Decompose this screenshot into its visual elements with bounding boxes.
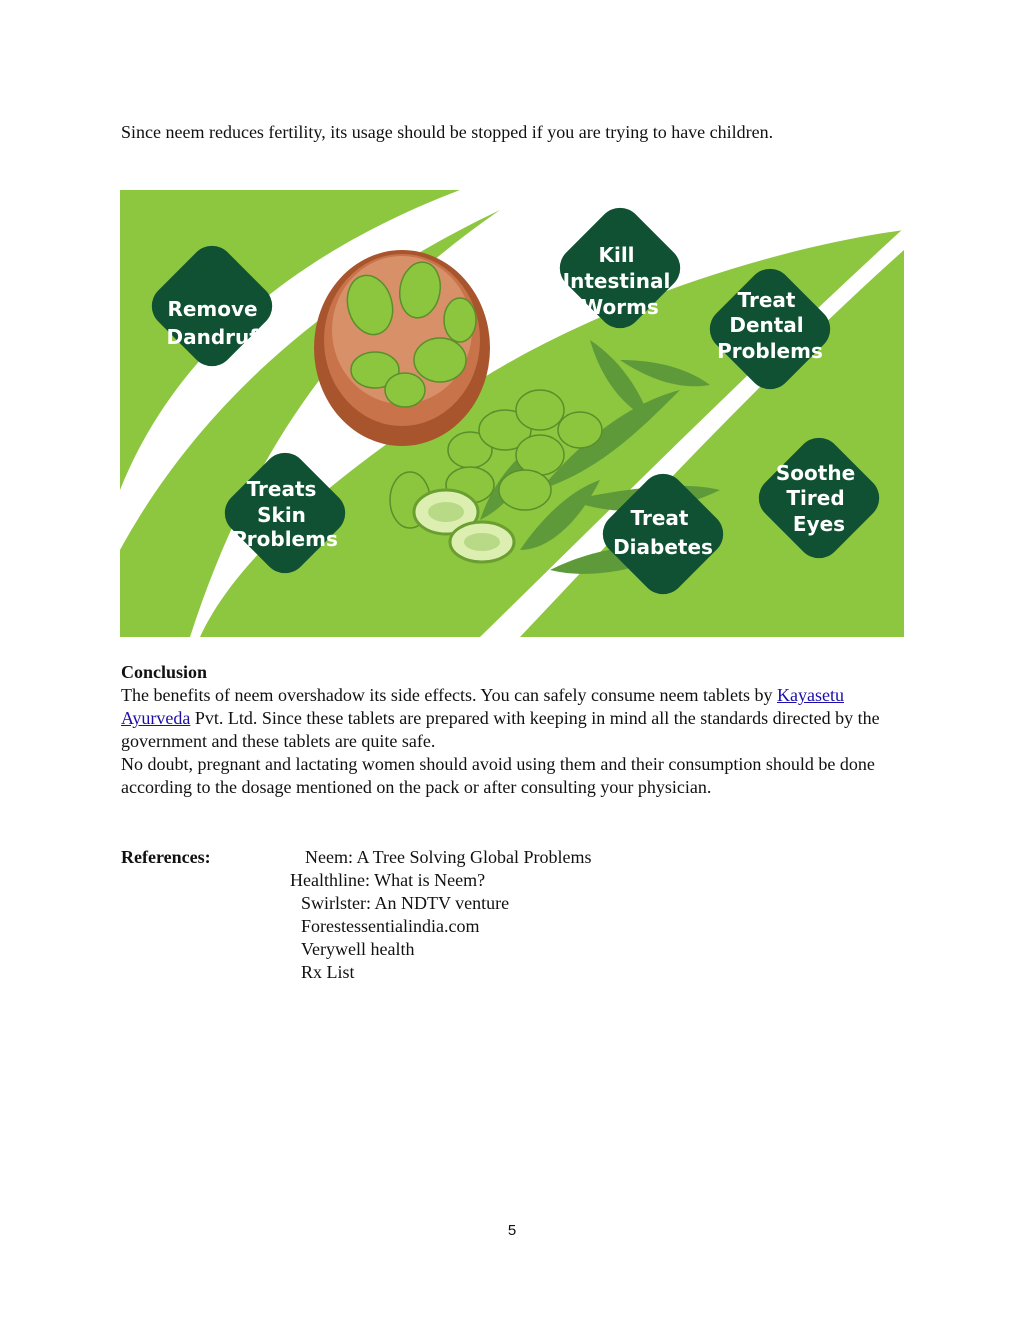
diamond-label: Soothe Tired Eyes: [775, 461, 856, 536]
reference-item: Swirlster: An NDTV venture: [301, 893, 510, 913]
diamond-label: Treat Diabetes: [613, 506, 713, 559]
reference-item: Verywell health: [301, 939, 415, 959]
neem-benefits-illustration: [120, 190, 904, 637]
conclusion-paragraph: [121, 684, 911, 799]
conclusion-text-start: The benefits of neem overshadow its side effects. You can safely consume neem tablets by: [121, 685, 777, 705]
diamond-label: Treat Dental Problems: [717, 288, 823, 363]
diamond-label: Treats Skin Problems: [232, 477, 338, 551]
page-number: 5: [507, 1222, 517, 1239]
reference-item: Neem: A Tree Solving Global Problems: [305, 847, 592, 867]
references-label: References:: [121, 847, 211, 867]
conclusion-heading: Conclusion: [121, 662, 208, 682]
reference-item: Healthline: What is Neem?: [290, 870, 486, 890]
conclusion-paragraph-2: No doubt, pregnant and lactating women should avoid using them and their consumption should be done according to the dosage mentioned on the pack or after consulting your physician.: [121, 754, 875, 797]
intro-paragraph: Since neem reduces fertility, its usage should be stopped if you are trying to have children.: [121, 122, 774, 142]
kayasetu-ayurveda-link[interactable]: Kayasetu Ayurveda: [121, 685, 844, 728]
diamond-label: Kill Intestinal Worms: [562, 243, 671, 319]
neem-benefits-banner: [120, 190, 904, 637]
reference-item: Rx List: [301, 962, 355, 982]
conclusion-text-end: Pvt. Ltd. Since these tablets are prepared with keeping in mind all the standards directed by the government and these tablets are quite safe.: [121, 708, 880, 751]
diamond-label: Remove Dandruff: [166, 297, 266, 349]
reference-item: Forestessentialindia.com: [301, 916, 480, 936]
